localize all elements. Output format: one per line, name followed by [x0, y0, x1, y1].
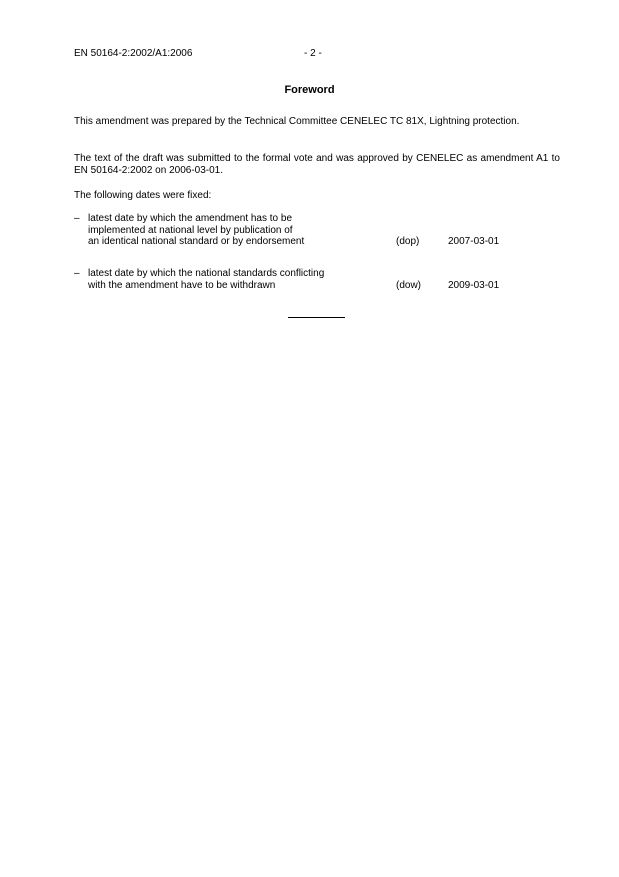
section-end-rule — [288, 317, 345, 318]
date-abbreviation: (dow) — [396, 279, 422, 291]
date-item-description — [88, 268, 388, 291]
date-item-description — [88, 213, 388, 248]
page-number: - 2 - — [304, 48, 322, 59]
date-item-line: implemented at national level by publication of — [88, 224, 293, 236]
section-title: Foreword — [284, 84, 335, 96]
paragraph-committee: This amendment was prepared by the Technical Committee CENELEC TC 81X, Lightning protection. — [74, 116, 520, 127]
date-value: 2007-03-01 — [448, 236, 500, 247]
document-reference: EN 50164-2:2002/A1:2006 — [74, 48, 193, 59]
list-dash: – — [74, 268, 80, 279]
date-item-line: latest date by which the national standards conflicting — [88, 268, 325, 279]
date-value: 2009-03-01 — [448, 279, 500, 291]
date-item-line: latest date by which the amendment has to be — [88, 213, 293, 224]
list-dash: – — [74, 213, 80, 224]
paragraph-approval: The text of the draft was submitted to the formal vote and was approved by CENELEC as amendment A1 to EN 50164-2:2002 on 2006-03-01. — [74, 153, 560, 176]
date-abbreviation: (dop) — [396, 236, 420, 247]
date-item-line: with the amendment have to be withdrawn — [88, 279, 276, 291]
date-item-line: an identical national standard or by endorsement — [88, 236, 305, 247]
paragraph-dates-intro: The following dates were fixed: — [74, 190, 212, 201]
